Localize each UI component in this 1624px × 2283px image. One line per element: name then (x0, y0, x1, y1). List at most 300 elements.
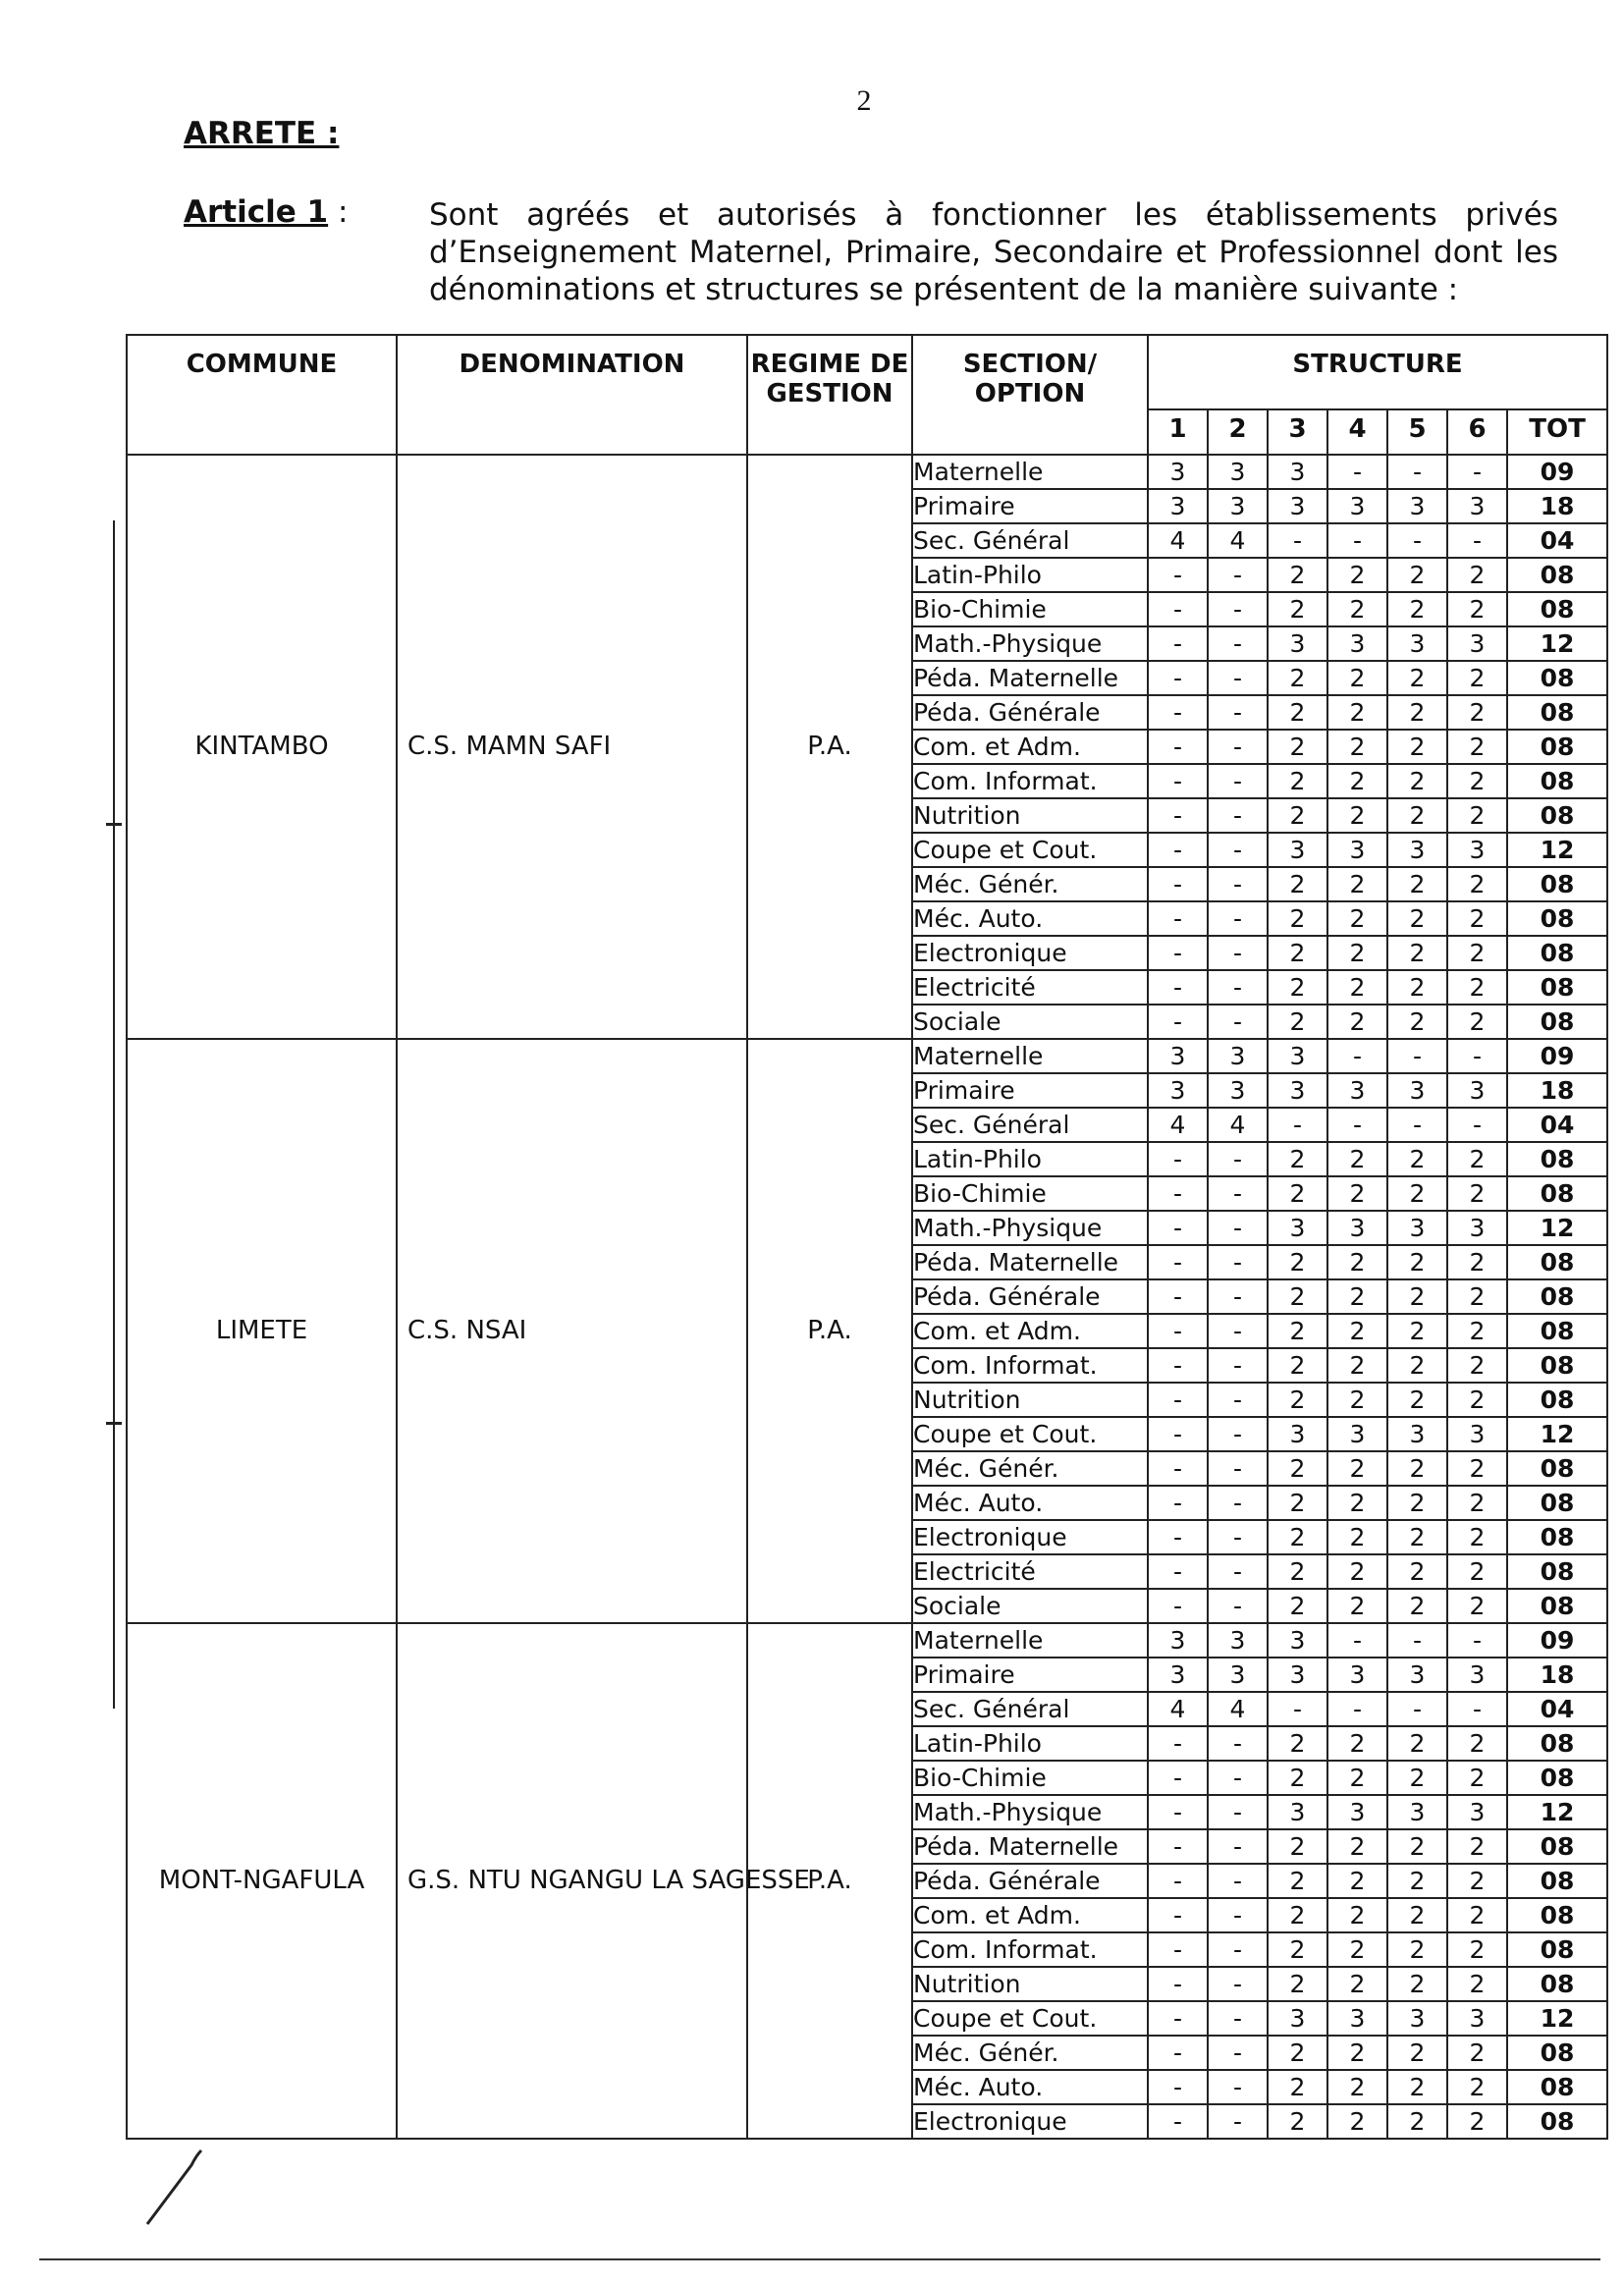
total-cell: 08 (1507, 695, 1607, 730)
structure-value-cell: - (1208, 661, 1268, 695)
structure-value-cell: 2 (1268, 1967, 1327, 2001)
structure-value-cell: 2 (1268, 1898, 1327, 1932)
structure-value-cell: 2 (1447, 2070, 1507, 2104)
total-cell: 08 (1507, 970, 1607, 1005)
structure-value-cell: 2 (1268, 2104, 1327, 2139)
structure-value-cell: - (1208, 1761, 1268, 1795)
structure-value-cell: 2 (1327, 1726, 1387, 1761)
section-cell: Latin-Philo (912, 558, 1148, 592)
structure-value-cell: 2 (1327, 798, 1387, 833)
structure-value-cell: 2 (1387, 1554, 1447, 1589)
structure-value-cell: 2 (1387, 1486, 1447, 1520)
structure-value-cell: - (1327, 1039, 1387, 1073)
section-cell: Electronique (912, 936, 1148, 970)
structure-value-cell: 2 (1327, 1898, 1387, 1932)
structure-value-cell: 2 (1447, 592, 1507, 626)
structure-value-cell: 3 (1327, 1073, 1387, 1108)
margin-line (113, 520, 115, 1709)
structure-value-cell: 2 (1447, 1005, 1507, 1039)
structure-value-cell: 3 (1148, 455, 1208, 489)
structure-value-cell: - (1208, 558, 1268, 592)
section-cell: Méc. Auto. (912, 2070, 1148, 2104)
structure-value-cell: 4 (1148, 1692, 1208, 1726)
structure-value-cell: 4 (1208, 1692, 1268, 1726)
structure-value-cell: - (1208, 1726, 1268, 1761)
structure-value-cell: 2 (1387, 1829, 1447, 1864)
structure-value-cell: - (1148, 1417, 1208, 1451)
structure-value-cell: 3 (1327, 2001, 1387, 2036)
structure-value-cell: 2 (1387, 936, 1447, 970)
structure-value-cell: - (1208, 1348, 1268, 1383)
structure-value-cell: - (1208, 695, 1268, 730)
section-cell: Nutrition (912, 798, 1148, 833)
structure-value-cell: 3 (1148, 1658, 1208, 1692)
structure-value-cell: - (1148, 1864, 1208, 1898)
section-cell: Nutrition (912, 1383, 1148, 1417)
structure-value-cell: - (1387, 1108, 1447, 1142)
structure-value-cell: 3 (1148, 1073, 1208, 1108)
header-col-6: 6 (1447, 409, 1507, 455)
structure-value-cell: - (1208, 1967, 1268, 2001)
structure-value-cell: 2 (1327, 867, 1387, 901)
structure-value-cell: 2 (1387, 2036, 1447, 2070)
total-cell: 08 (1507, 1451, 1607, 1486)
section-cell: Bio-Chimie (912, 1176, 1148, 1211)
structure-value-cell: - (1208, 1864, 1268, 1898)
structure-value-cell: 2 (1447, 970, 1507, 1005)
structure-value-cell: - (1148, 1245, 1208, 1279)
section-cell: Math.-Physique (912, 1211, 1148, 1245)
structure-value-cell: 2 (1268, 592, 1327, 626)
section-cell: Péda. Générale (912, 695, 1148, 730)
structure-value-cell: 2 (1387, 1451, 1447, 1486)
structure-value-cell: - (1268, 1108, 1327, 1142)
total-cell: 04 (1507, 523, 1607, 558)
structure-value-cell: - (1447, 1623, 1507, 1658)
structure-value-cell: 2 (1447, 1967, 1507, 2001)
structure-value-cell: 3 (1268, 1623, 1327, 1658)
structure-value-cell: 2 (1268, 2036, 1327, 2070)
structure-value-cell: 2 (1268, 1589, 1327, 1623)
section-cell: Bio-Chimie (912, 1761, 1148, 1795)
structure-value-cell: - (1268, 523, 1327, 558)
structure-value-cell: - (1148, 1589, 1208, 1623)
structure-value-cell: 2 (1387, 1864, 1447, 1898)
structure-value-cell: - (1148, 1005, 1208, 1039)
total-cell: 08 (1507, 1142, 1607, 1176)
structure-value-cell: - (1148, 901, 1208, 936)
header-col-tot: TOT (1507, 409, 1607, 455)
section-cell: Péda. Maternelle (912, 661, 1148, 695)
structure-value-cell: 2 (1268, 1864, 1327, 1898)
structure-value-cell: 2 (1447, 1520, 1507, 1554)
structure-value-cell: 2 (1387, 798, 1447, 833)
structure-value-cell: - (1208, 1142, 1268, 1176)
structure-value-cell: 2 (1268, 1829, 1327, 1864)
section-cell: Méc. Génér. (912, 2036, 1148, 2070)
structure-value-cell: 2 (1327, 1451, 1387, 1486)
structure-value-cell: - (1208, 1829, 1268, 1864)
structure-value-cell: 2 (1387, 1314, 1447, 1348)
structure-value-cell: 2 (1447, 1314, 1507, 1348)
structure-value-cell: - (1387, 1692, 1447, 1726)
structure-value-cell: 2 (1268, 1005, 1327, 1039)
structure-value-cell: 3 (1327, 833, 1387, 867)
structure-value-cell: 2 (1447, 1142, 1507, 1176)
structure-value-cell: 2 (1268, 1486, 1327, 1520)
structure-value-cell: - (1208, 798, 1268, 833)
structure-value-cell: - (1208, 1520, 1268, 1554)
structure-value-cell: 2 (1268, 1761, 1327, 1795)
structure-value-cell: - (1148, 1211, 1208, 1245)
structure-value-cell: - (1148, 2104, 1208, 2139)
section-cell: Sec. Général (912, 1108, 1148, 1142)
structure-value-cell: 3 (1148, 1039, 1208, 1073)
total-cell: 04 (1507, 1108, 1607, 1142)
section-cell: Sociale (912, 1005, 1148, 1039)
section-cell: Electricité (912, 970, 1148, 1005)
structure-value-cell: - (1208, 1451, 1268, 1486)
structure-value-cell: 3 (1268, 1795, 1327, 1829)
structure-value-cell: - (1148, 1451, 1208, 1486)
structure-value-cell: 3 (1387, 1658, 1447, 1692)
structure-value-cell: 2 (1327, 1142, 1387, 1176)
structure-value-cell: 2 (1268, 970, 1327, 1005)
total-cell: 08 (1507, 1005, 1607, 1039)
structure-value-cell: - (1208, 833, 1268, 867)
structure-table (126, 334, 1608, 2140)
structure-value-cell: 3 (1447, 489, 1507, 523)
structure-value-cell: 2 (1447, 695, 1507, 730)
structure-value-cell: - (1208, 867, 1268, 901)
section-cell: Primaire (912, 1658, 1148, 1692)
structure-value-cell: 3 (1268, 2001, 1327, 2036)
structure-value-cell: - (1208, 1279, 1268, 1314)
structure-value-cell: - (1447, 455, 1507, 489)
structure-value-cell: 2 (1327, 901, 1387, 936)
total-cell: 12 (1507, 833, 1607, 867)
total-cell: 08 (1507, 730, 1607, 764)
structure-value-cell: 4 (1208, 1108, 1268, 1142)
total-cell: 04 (1507, 1692, 1607, 1726)
structure-value-cell: 2 (1268, 867, 1327, 901)
structure-value-cell: 2 (1268, 1520, 1327, 1554)
structure-value-cell: 2 (1268, 1932, 1327, 1967)
table-row (127, 1623, 1607, 1658)
total-cell: 08 (1507, 1279, 1607, 1314)
structure-value-cell: 2 (1387, 2104, 1447, 2139)
structure-value-cell: 3 (1447, 1658, 1507, 1692)
section-cell: Primaire (912, 489, 1148, 523)
total-cell: 18 (1507, 1073, 1607, 1108)
total-cell: 08 (1507, 1967, 1607, 2001)
structure-value-cell: 3 (1268, 1417, 1327, 1451)
total-cell: 08 (1507, 1176, 1607, 1211)
section-cell: Electronique (912, 1520, 1148, 1554)
structure-value-cell: - (1148, 1554, 1208, 1589)
structure-value-cell: - (1208, 1554, 1268, 1589)
structure-value-cell: - (1148, 1726, 1208, 1761)
structure-value-cell: 3 (1447, 1417, 1507, 1451)
structure-value-cell: - (1148, 970, 1208, 1005)
structure-value-cell: 3 (1268, 489, 1327, 523)
structure-value-cell: 2 (1327, 1589, 1387, 1623)
structure-value-cell: 2 (1327, 1554, 1387, 1589)
article-text: Sont agréés et autorisés à fonctionner les établissements privés d’Enseignement Maternel, Primaire, Secondaire et Professionnel dont les dénominations et structures se présentent de la manière suivante : (429, 197, 1558, 307)
bottom-rule (39, 2258, 1600, 2260)
structure-value-cell: 2 (1327, 1829, 1387, 1864)
section-cell: Com. et Adm. (912, 730, 1148, 764)
structure-value-cell: - (1327, 1108, 1387, 1142)
structure-value-cell: 2 (1447, 1761, 1507, 1795)
commune-cell: MONT-NGAFULA (127, 1623, 397, 2139)
structure-value-cell: 2 (1327, 1279, 1387, 1314)
structure-value-cell: - (1148, 661, 1208, 695)
structure-value-cell: 4 (1208, 523, 1268, 558)
structure-value-cell: 2 (1447, 661, 1507, 695)
commune-cell: KINTAMBO (127, 455, 397, 1039)
structure-value-cell: 2 (1447, 901, 1507, 936)
structure-value-cell: 2 (1447, 936, 1507, 970)
structure-value-cell: - (1148, 1932, 1208, 1967)
denomination-cell: C.S. NSAI (397, 1039, 747, 1623)
header-col-1: 1 (1148, 409, 1208, 455)
margin-mark (106, 823, 122, 826)
section-cell: Maternelle (912, 455, 1148, 489)
structure-value-cell: 3 (1447, 626, 1507, 661)
structure-value-cell: 4 (1148, 1108, 1208, 1142)
structure-value-cell: - (1148, 1967, 1208, 2001)
structure-value-cell: 3 (1387, 1795, 1447, 1829)
structure-value-cell: - (1148, 2070, 1208, 2104)
total-cell: 12 (1507, 626, 1607, 661)
total-cell: 08 (1507, 1554, 1607, 1589)
structure-value-cell: 2 (1447, 1245, 1507, 1279)
structure-value-cell: - (1268, 1692, 1327, 1726)
structure-value-cell: - (1148, 1898, 1208, 1932)
structure-value-cell: - (1208, 2001, 1268, 2036)
structure-value-cell: 2 (1327, 1348, 1387, 1383)
structure-value-cell: 3 (1268, 1658, 1327, 1692)
structure-value-cell: 3 (1327, 626, 1387, 661)
structure-value-cell: 3 (1387, 833, 1447, 867)
structure-value-cell: 3 (1387, 1073, 1447, 1108)
structure-value-cell: - (1447, 1692, 1507, 1726)
structure-value-cell: 2 (1268, 1348, 1327, 1383)
regime-cell: P.A. (747, 1039, 912, 1623)
structure-value-cell: 2 (1327, 2070, 1387, 2104)
structure-value-cell: - (1148, 798, 1208, 833)
structure-value-cell: 3 (1447, 1211, 1507, 1245)
structure-value-cell: - (1208, 1589, 1268, 1623)
section-cell: Com. Informat. (912, 764, 1148, 798)
structure-value-cell: 3 (1208, 1039, 1268, 1073)
structure-value-cell: 2 (1447, 1176, 1507, 1211)
commune-cell: LIMETE (127, 1039, 397, 1623)
structure-value-cell: 2 (1447, 1589, 1507, 1623)
section-cell: Méc. Auto. (912, 1486, 1148, 1520)
structure-value-cell: - (1387, 1039, 1447, 1073)
structure-value-cell: 2 (1447, 1726, 1507, 1761)
structure-value-cell: 2 (1447, 730, 1507, 764)
total-cell: 09 (1507, 1039, 1607, 1073)
structure-value-cell: 2 (1327, 695, 1387, 730)
header-denomination: DENOMINATION (397, 335, 747, 455)
structure-value-cell: - (1327, 523, 1387, 558)
structure-value-cell: 3 (1208, 1073, 1268, 1108)
structure-value-cell: - (1208, 592, 1268, 626)
structure-value-cell: 2 (1327, 592, 1387, 626)
structure-value-cell: - (1148, 695, 1208, 730)
section-cell: Péda. Maternelle (912, 1245, 1148, 1279)
structure-value-cell: - (1148, 1176, 1208, 1211)
structure-value-cell: 2 (1268, 1726, 1327, 1761)
structure-value-cell: 3 (1387, 2001, 1447, 2036)
structure-value-cell: 2 (1387, 1898, 1447, 1932)
total-cell: 08 (1507, 1932, 1607, 1967)
structure-value-cell: 2 (1387, 1761, 1447, 1795)
structure-value-cell: 3 (1327, 1417, 1387, 1451)
section-cell: Péda. Générale (912, 1279, 1148, 1314)
structure-value-cell: 2 (1327, 558, 1387, 592)
total-cell: 18 (1507, 489, 1607, 523)
structure-value-cell: 3 (1208, 1623, 1268, 1658)
total-cell: 08 (1507, 1520, 1607, 1554)
section-cell: Bio-Chimie (912, 592, 1148, 626)
section-cell: Com. et Adm. (912, 1314, 1148, 1348)
section-cell: Math.-Physique (912, 1795, 1148, 1829)
structure-value-cell: 2 (1387, 901, 1447, 936)
structure-value-cell: 2 (1387, 1005, 1447, 1039)
structure-value-cell: 2 (1447, 798, 1507, 833)
structure-value-cell: 2 (1268, 558, 1327, 592)
structure-value-cell: - (1148, 2036, 1208, 2070)
header-col-4: 4 (1327, 409, 1387, 455)
structure-value-cell: 2 (1387, 730, 1447, 764)
section-cell: Nutrition (912, 1967, 1148, 2001)
structure-value-cell: 3 (1268, 626, 1327, 661)
structure-value-cell: 2 (1387, 867, 1447, 901)
structure-value-cell: 2 (1387, 661, 1447, 695)
section-cell: Coupe et Cout. (912, 833, 1148, 867)
total-cell: 08 (1507, 798, 1607, 833)
section-cell: Coupe et Cout. (912, 1417, 1148, 1451)
signature-mark (137, 2141, 216, 2229)
structure-value-cell: - (1148, 1142, 1208, 1176)
structure-value-cell: 2 (1268, 764, 1327, 798)
structure-value-cell: 3 (1387, 1211, 1447, 1245)
structure-value-cell: 2 (1447, 1348, 1507, 1383)
structure-value-cell: - (1148, 1314, 1208, 1348)
header-col-5: 5 (1387, 409, 1447, 455)
structure-value-cell: 3 (1268, 1039, 1327, 1073)
structure-value-cell: - (1148, 730, 1208, 764)
structure-value-cell: 2 (1327, 1005, 1387, 1039)
section-cell: Sec. Général (912, 523, 1148, 558)
structure-value-cell: 2 (1387, 1142, 1447, 1176)
section-cell: Electricité (912, 1554, 1148, 1589)
structure-value-cell: 2 (1387, 2070, 1447, 2104)
structure-value-cell: - (1208, 1795, 1268, 1829)
structure-value-cell: - (1148, 867, 1208, 901)
structure-value-cell: - (1148, 592, 1208, 626)
total-cell: 08 (1507, 661, 1607, 695)
section-cell: Coupe et Cout. (912, 2001, 1148, 2036)
structure-value-cell: 3 (1208, 1658, 1268, 1692)
structure-value-cell: - (1148, 833, 1208, 867)
structure-value-cell: - (1208, 1314, 1268, 1348)
structure-value-cell: 2 (1327, 1967, 1387, 2001)
section-cell: Sec. Général (912, 1692, 1148, 1726)
total-cell: 12 (1507, 2001, 1607, 2036)
structure-value-cell: 2 (1268, 1245, 1327, 1279)
total-cell: 08 (1507, 592, 1607, 626)
structure-value-cell: 2 (1387, 764, 1447, 798)
structure-value-cell: 2 (1327, 764, 1387, 798)
total-cell: 12 (1507, 1211, 1607, 1245)
structure-value-cell: - (1208, 626, 1268, 661)
structure-value-cell: - (1208, 1383, 1268, 1417)
structure-value-cell: - (1148, 626, 1208, 661)
structure-value-cell: - (1327, 1623, 1387, 1658)
structure-value-cell: - (1148, 1348, 1208, 1383)
denomination-cell: G.S. NTU NGANGU LA SAGESSE (397, 1623, 747, 2139)
structure-value-cell: 2 (1387, 1245, 1447, 1279)
structure-value-cell: 2 (1447, 558, 1507, 592)
structure-value-cell: 2 (1387, 1967, 1447, 2001)
structure-value-cell: 2 (1268, 901, 1327, 936)
regime-cell: P.A. (747, 1623, 912, 2139)
structure-value-cell: 2 (1387, 970, 1447, 1005)
total-cell: 08 (1507, 1245, 1607, 1279)
header-section: SECTION/ OPTION (912, 335, 1148, 455)
structure-value-cell: - (1208, 2070, 1268, 2104)
regime-cell: P.A. (747, 455, 912, 1039)
structure-value-cell: 2 (1327, 1314, 1387, 1348)
total-cell: 08 (1507, 1898, 1607, 1932)
total-cell: 08 (1507, 1383, 1607, 1417)
structure-value-cell: 2 (1447, 1864, 1507, 1898)
structure-value-cell: 2 (1268, 1142, 1327, 1176)
structure-value-cell: 2 (1387, 1348, 1447, 1383)
total-cell: 08 (1507, 1761, 1607, 1795)
section-cell: Math.-Physique (912, 626, 1148, 661)
section-cell: Com. et Adm. (912, 1898, 1148, 1932)
structure-value-cell: 2 (1327, 730, 1387, 764)
section-cell: Electronique (912, 2104, 1148, 2139)
structure-value-cell: 2 (1387, 1279, 1447, 1314)
structure-value-cell: 3 (1387, 1417, 1447, 1451)
structure-value-cell: - (1208, 901, 1268, 936)
table-row (127, 1039, 1607, 1073)
section-cell: Péda. Générale (912, 1864, 1148, 1898)
structure-value-cell: - (1208, 970, 1268, 1005)
structure-value-cell: 2 (1447, 2104, 1507, 2139)
structure-value-cell: - (1387, 1623, 1447, 1658)
structure-value-cell: 2 (1387, 1176, 1447, 1211)
total-cell: 08 (1507, 1864, 1607, 1898)
structure-value-cell: 3 (1208, 455, 1268, 489)
structure-value-cell: 2 (1327, 1176, 1387, 1211)
structure-value-cell: 3 (1447, 2001, 1507, 2036)
header-col-2: 2 (1208, 409, 1268, 455)
structure-value-cell: 2 (1387, 1589, 1447, 1623)
structure-value-cell: 2 (1447, 1279, 1507, 1314)
structure-value-cell: - (1148, 2001, 1208, 2036)
structure-value-cell: 2 (1447, 1932, 1507, 1967)
structure-value-cell: 2 (1387, 592, 1447, 626)
denomination-cell: C.S. MAMN SAFI (397, 455, 747, 1039)
